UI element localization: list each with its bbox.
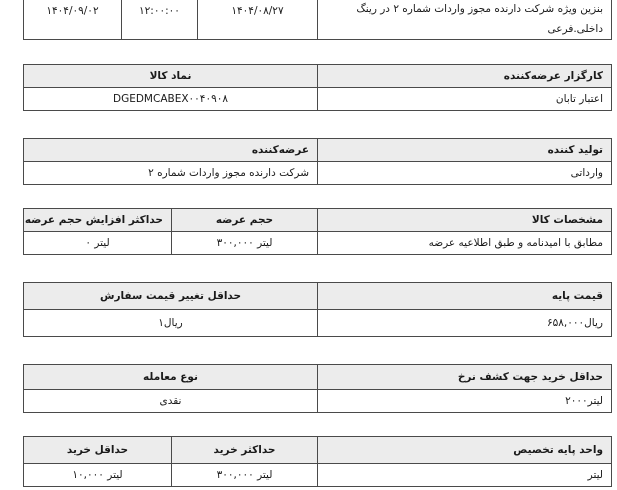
date-start: ۱۴۰۴/۰۸/۲۷ [198,0,318,40]
min-change-value: ریال۱ [24,310,318,337]
unit-label: واحد پایه تخصیص [318,437,612,464]
symbol-value: DGEDMCABEX۰۰۴۰۹۰۸ [24,88,318,111]
volume-value: لیتر ۳۰۰,۰۰۰ [172,232,318,255]
description-cell [318,0,612,40]
price-table [23,282,612,337]
description-line1: بنزین ویژه شرکت دارنده مجوز واردات شماره ۲ در رینگ [356,3,603,15]
trade-type-value: نقدی [24,390,318,413]
supplier-label: عرضه‌کننده [24,139,318,162]
producer-label: تولید کننده [318,139,612,162]
producer-value: وارداتی [318,162,612,185]
symbol-label: نماد کالا [24,65,318,88]
supplier-value: شرکت دارنده مجوز واردات شماره ۲ [24,162,318,185]
producer-table [23,138,612,185]
trade-type-label: نوع معامله [24,365,318,390]
specs-value: مطابق با امیدنامه و طبق اطلاعیه عرضه [318,232,612,255]
min-buy-label: حداقل خرید [24,437,172,464]
broker-table [23,64,612,111]
broker-label: کارگزار عرضه‌کننده [318,65,612,88]
min-discovery-label: حداقل خرید جهت کشف نرخ [318,365,612,390]
max-increase-label: حداکثر افزایش حجم عرضه [24,209,172,232]
trade-table [23,364,612,413]
max-buy-label: حداکثر خرید [172,437,318,464]
description-line2: داخلی.فرعی [547,23,603,35]
price-label: قیمت پایه [318,283,612,310]
specs-table [23,208,612,255]
top-table [23,0,612,40]
time-value: ۱۲:۰۰:۰۰ [122,0,198,40]
min-change-label: حداقل تغییر قیمت سفارش [24,283,318,310]
date-end: ۱۴۰۴/۰۹/۰۲ [24,0,122,40]
min-discovery-value: لیتر۲۰۰۰ [318,390,612,413]
broker-value: اعتبار تابان [318,88,612,111]
unit-value: لیتر [318,464,612,487]
volume-label: حجم عرضه [172,209,318,232]
specs-label: مشخصات کالا [318,209,612,232]
max-increase-value: لیتر ۰ [24,232,172,255]
price-value: ریال۶۵۸,۰۰۰ [318,310,612,337]
min-buy-value: لیتر ۱۰,۰۰۰ [24,464,172,487]
max-buy-value: لیتر ۳۰۰,۰۰۰ [172,464,318,487]
unit-table [23,436,612,487]
